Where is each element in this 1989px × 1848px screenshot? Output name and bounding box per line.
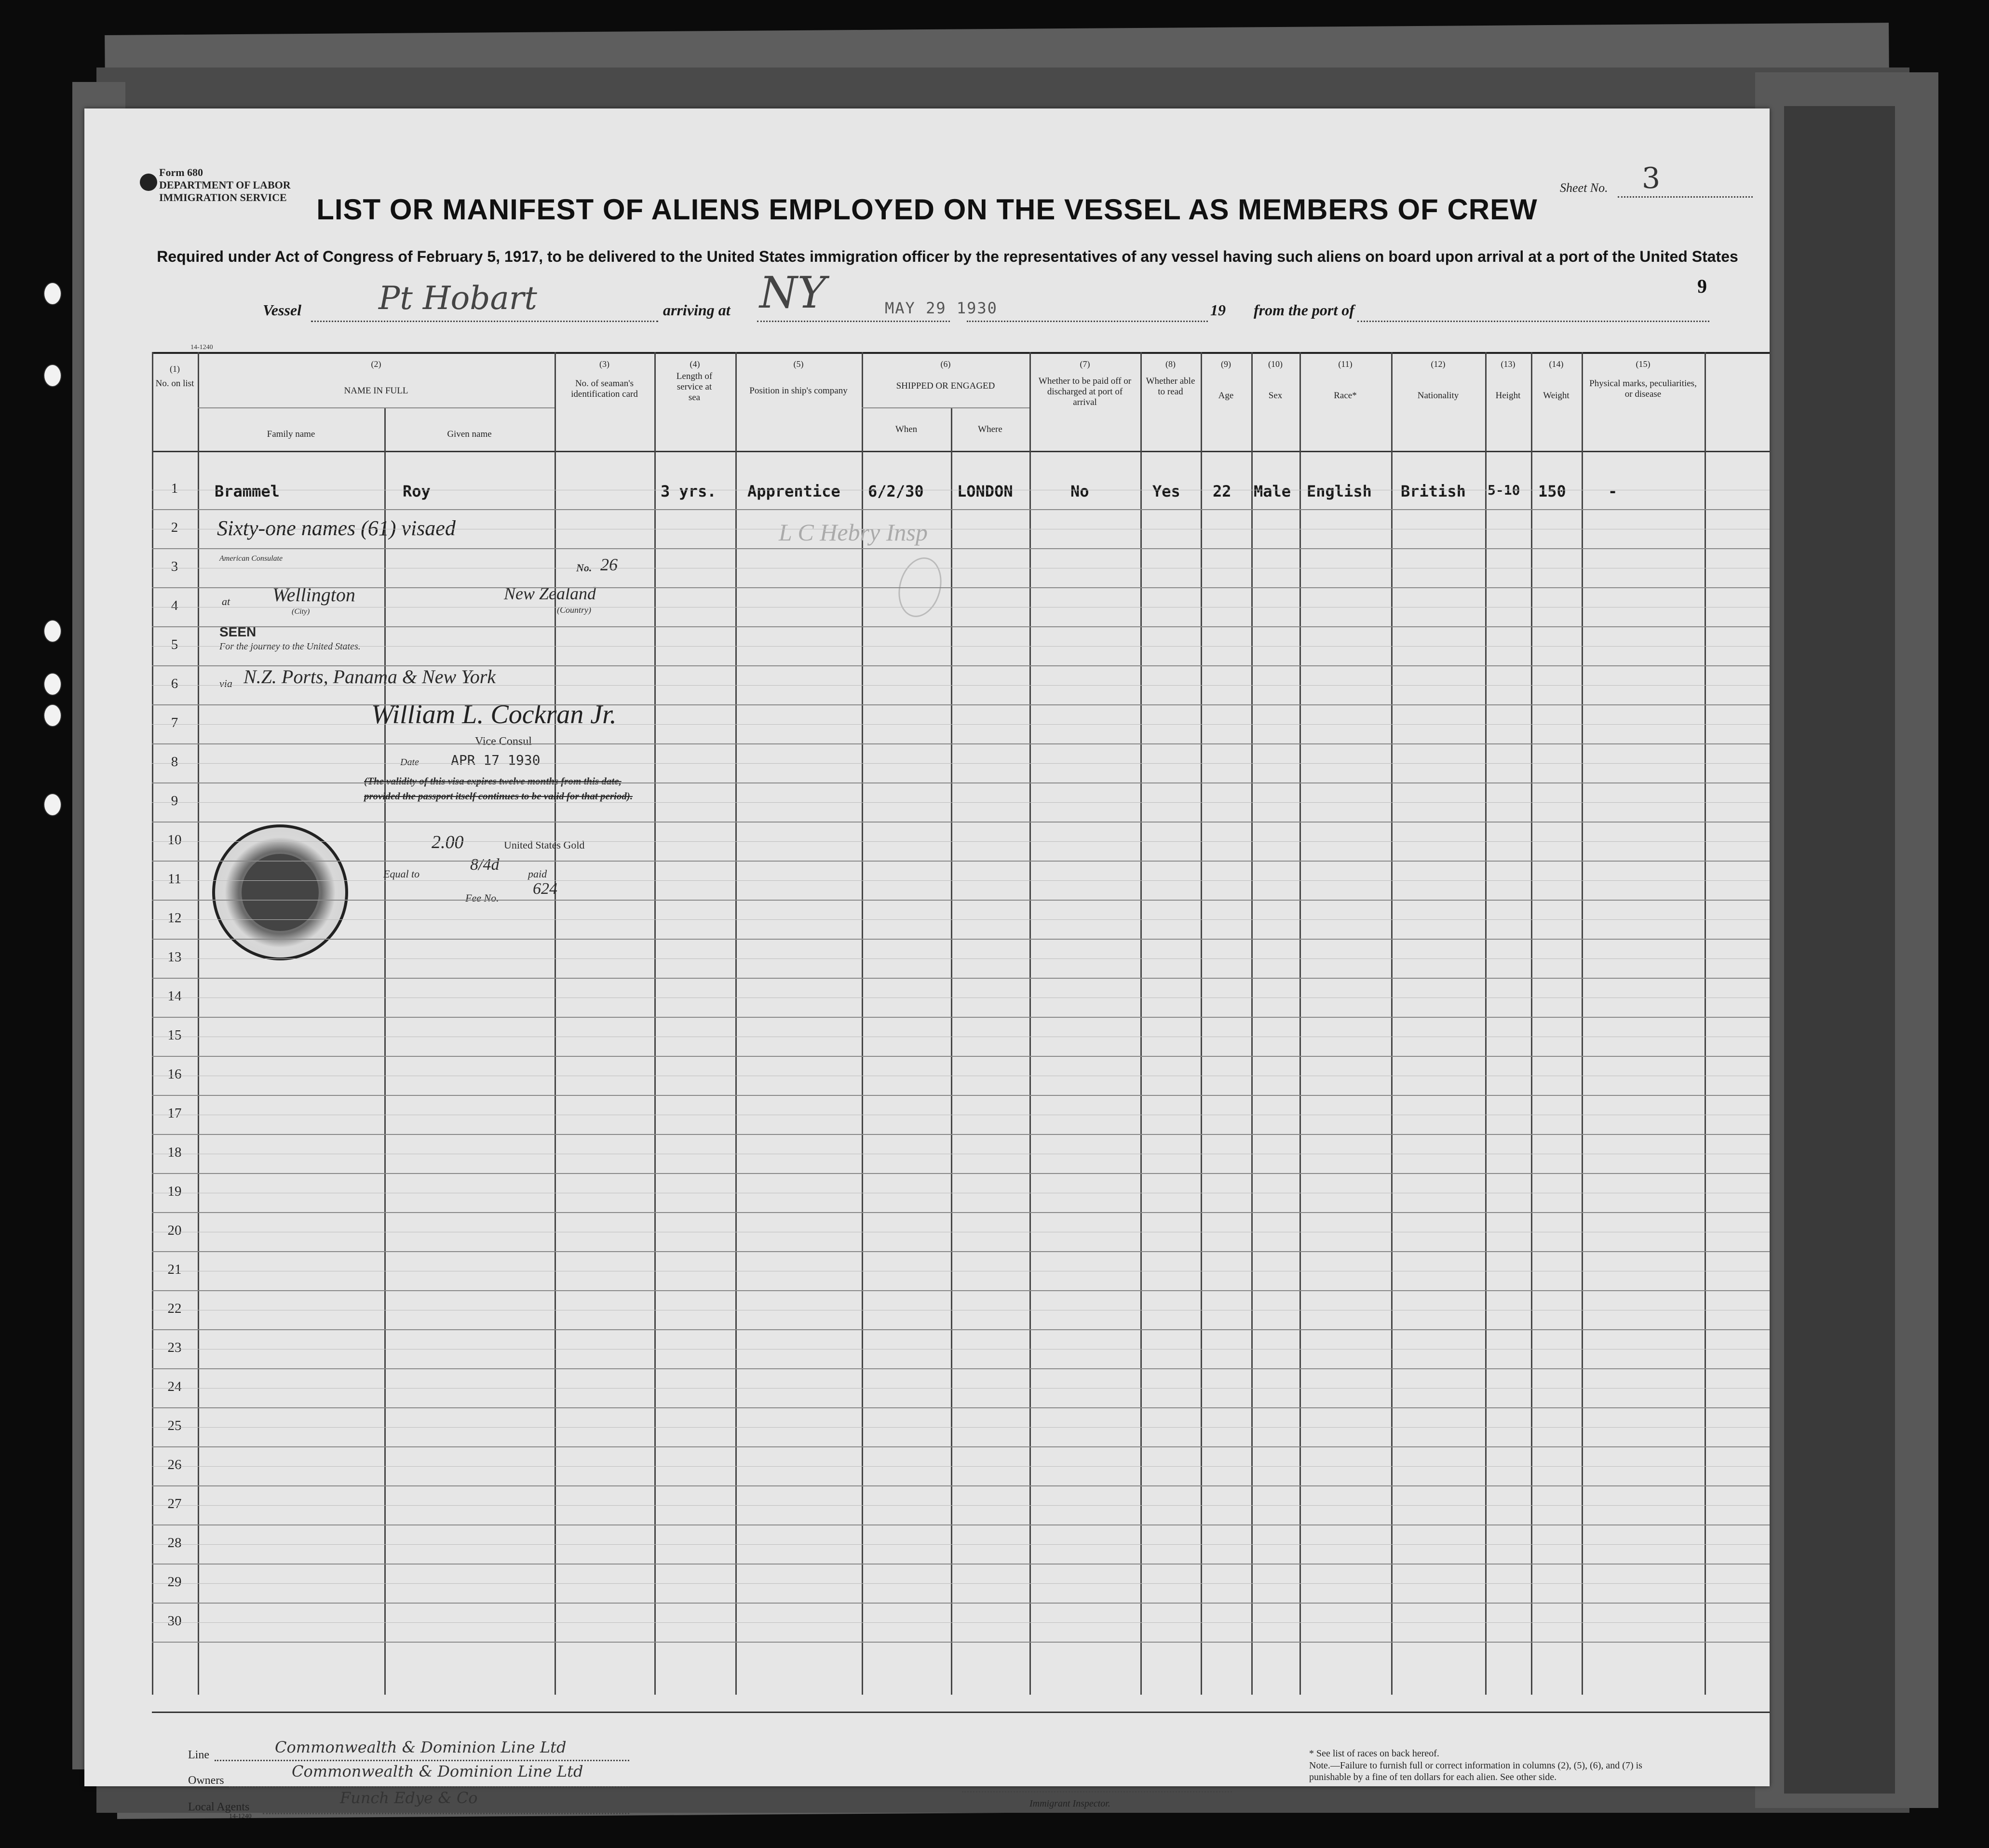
row-number: 4 — [171, 598, 178, 613]
row-1-weight: 150 — [1538, 482, 1566, 500]
row-guide-line — [152, 1388, 1770, 1389]
row-1-race: English — [1307, 482, 1372, 500]
row-1-shipped-where: LONDON — [957, 482, 1013, 500]
equal-to-label: Equal to — [383, 868, 420, 880]
background-sheet-edge — [1784, 106, 1895, 1794]
agents-value: Funch Edye & Co — [340, 1789, 478, 1807]
punch-hole — [43, 364, 62, 387]
row-1-nationality: British — [1401, 482, 1466, 500]
row-guide-line — [152, 646, 1770, 647]
row-number: 24 — [167, 1379, 182, 1394]
col-9-num: (9) — [1221, 359, 1231, 369]
col-line — [862, 352, 863, 1695]
col-14-header: Weight — [1543, 391, 1570, 401]
arriving-port: NY — [759, 268, 826, 318]
col-12-header: Nationality — [1417, 391, 1459, 401]
year-label: 19 — [1210, 301, 1226, 319]
document-subtitle: Required under Act of Congress of February 5, 1917, to be delivered to the United States immigration officer by the representatives of any vessel having such aliens on board upon arrival at a port of the United States — [157, 248, 1738, 265]
owners-underline — [229, 1786, 629, 1788]
visa-validity-text: (The validity of this visa expires twelve months from this date, provided the passport itself continues to be valid for that period). — [364, 775, 633, 802]
col-3-header: No. of seaman's identification card — [571, 378, 638, 399]
vice-consul-title: Vice Consul — [475, 735, 532, 748]
col-line — [152, 352, 153, 1695]
department-seal-icon — [140, 174, 157, 191]
row-guide-line — [152, 802, 1770, 803]
punch-hole — [43, 673, 62, 696]
row-number: 28 — [167, 1535, 182, 1551]
row-line — [152, 1564, 1770, 1565]
col-13-num: (13) — [1501, 359, 1515, 369]
col-line — [1582, 352, 1583, 1695]
col-8-num: (8) — [1165, 359, 1176, 369]
shipped-where-header: Where — [978, 424, 1002, 434]
col-line — [1485, 352, 1487, 1695]
row-line — [152, 665, 1770, 666]
row-guide-line — [152, 1544, 1770, 1545]
sheet-number-label: Sheet No. — [1560, 181, 1608, 195]
col-line — [1531, 352, 1532, 1695]
row-number: 25 — [167, 1418, 182, 1433]
via-route: N.Z. Ports, Panama & New York — [244, 666, 496, 688]
form-code: 14-1240 — [190, 344, 213, 351]
sheet-number-value: 3 — [1642, 162, 1661, 195]
row-line — [152, 704, 1770, 705]
col-13-header: Height — [1495, 391, 1521, 401]
row-line — [152, 1524, 1770, 1525]
row-number: 29 — [167, 1574, 182, 1590]
vessel-label: Vessel — [263, 301, 301, 319]
col-6-header: SHIPPED OR ENGAGED — [896, 381, 995, 391]
row-line — [152, 548, 1770, 549]
penalty-note: Note.—Failure to furnish full or correct information in columns (2), (5), (6), and (7) is punishable by a fine of ten dollars for each alien. See other side. — [1309, 1760, 1642, 1782]
row-line — [152, 1485, 1770, 1486]
col-line — [1391, 352, 1393, 1695]
col-2-header: NAME IN FULL — [344, 386, 408, 396]
row-1-able-to-read: Yes — [1152, 482, 1180, 500]
row-line — [152, 782, 1770, 783]
row-1-shipped-when: 6/2/30 — [868, 482, 924, 500]
col-11-num: (11) — [1338, 359, 1353, 369]
row-guide-line — [152, 763, 1770, 764]
manifest-sheet — [84, 108, 1770, 1820]
row-number: 6 — [171, 676, 178, 691]
consul-signature: William L. Cockran Jr. — [371, 700, 617, 729]
row-1-position: Apprentice — [747, 482, 840, 500]
row-line — [152, 1290, 1770, 1291]
col-5-header: Position in ship's company — [749, 386, 848, 396]
subheader-line — [862, 407, 1029, 408]
family-name-header: Family name — [267, 429, 315, 439]
col-9-header: Age — [1218, 391, 1234, 401]
row-line — [152, 861, 1770, 862]
row-1-height: 5-10 — [1488, 482, 1520, 498]
visa-country: New Zealand — [504, 584, 596, 603]
row-line — [152, 978, 1770, 979]
punch-hole — [43, 620, 62, 643]
city-caption: (City) — [292, 607, 310, 616]
at-label: at — [222, 595, 230, 607]
row-number: 17 — [167, 1106, 182, 1121]
col-5-num: (5) — [793, 359, 804, 369]
row-line — [152, 743, 1770, 744]
agents-underline — [263, 1813, 629, 1814]
col-3-num: (3) — [599, 359, 609, 369]
row-line — [152, 509, 1770, 510]
country-caption: (Country) — [557, 605, 591, 615]
row-number: 10 — [167, 832, 182, 848]
col-11-header: Race* — [1334, 391, 1357, 401]
punch-hole — [43, 793, 62, 816]
footer-code: 14-1240 — [229, 1813, 252, 1820]
row-1-family-name: Brammel — [215, 482, 280, 500]
row-number: 14 — [167, 988, 182, 1004]
journey-text: For the journey to the United States. — [219, 641, 361, 652]
header-divider — [152, 451, 1770, 452]
line-value: Commonwealth & Dominion Line Ltd — [275, 1738, 567, 1756]
row-line — [152, 1173, 1770, 1174]
row-number: 15 — [167, 1027, 182, 1043]
row-line — [152, 1017, 1770, 1018]
arrival-date-stamp: MAY 29 1930 — [885, 299, 998, 317]
row-number: 8 — [171, 754, 178, 769]
row-number: 26 — [167, 1457, 182, 1472]
row-1-given-name: Roy — [403, 482, 431, 500]
row-1-age: 22 — [1213, 482, 1231, 500]
row-guide-line — [152, 724, 1770, 725]
fee-number-label: Fee No. — [465, 892, 499, 904]
row-line — [152, 1056, 1770, 1057]
service-name: IMMIGRATION SERVICE — [159, 191, 287, 203]
col-1-num: (1) — [170, 364, 180, 374]
line-label: Line — [188, 1749, 209, 1761]
row-guide-line — [152, 958, 1770, 959]
row-line — [152, 1212, 1770, 1213]
paid-label: paid — [528, 868, 547, 880]
col-6-num: (6) — [940, 359, 951, 369]
row-1-service-length: 3 yrs. — [661, 482, 717, 500]
row-line — [152, 1368, 1770, 1369]
page-mark: 9 — [1697, 275, 1707, 297]
shipped-when-header: When — [895, 424, 918, 434]
visa-date-value: APR 17 1930 — [451, 752, 541, 768]
col-1-header: No. on list — [155, 378, 194, 389]
row-guide-line — [152, 1427, 1770, 1428]
form-number: Form 680 — [159, 166, 203, 178]
row-line — [152, 1642, 1770, 1643]
row-guide-line — [152, 1622, 1770, 1623]
col-4-header: Length of service at sea — [676, 371, 713, 403]
document-title: LIST OR MANIFEST OF ALIENS EMPLOYED ON THE VESSEL AS MEMBERS OF CREW — [316, 193, 1538, 226]
col-7-header: Whether to be paid off or discharged at port of arrival — [1038, 376, 1132, 407]
owners-label: Owners — [188, 1774, 224, 1787]
inspector-line — [962, 1791, 1232, 1793]
owners-value: Commonwealth & Dominion Line Ltd — [292, 1762, 583, 1781]
via-label: via — [219, 677, 232, 689]
consulate-label: American Consulate — [219, 554, 283, 563]
row-1-paid-off: No — [1070, 482, 1089, 500]
col-10-header: Sex — [1268, 391, 1283, 401]
row-number: 12 — [167, 910, 182, 926]
date-line — [967, 321, 1208, 322]
row-number: 16 — [167, 1066, 182, 1082]
row-number: 7 — [171, 715, 178, 730]
col-line — [654, 352, 656, 1695]
crew-table — [152, 352, 1770, 1697]
row-number: 18 — [167, 1145, 182, 1160]
row-guide-line — [152, 1583, 1770, 1584]
col-line — [1140, 352, 1142, 1695]
footer-divider — [152, 1712, 1770, 1713]
col-line — [1299, 352, 1301, 1695]
row-number: 9 — [171, 793, 178, 809]
col-8-header: Whether able to read — [1146, 376, 1195, 397]
col-line — [198, 352, 199, 1695]
col-line — [1705, 352, 1706, 1695]
col-4-num: (4) — [690, 359, 700, 369]
row-number: 30 — [167, 1613, 182, 1629]
row-number: 27 — [167, 1496, 182, 1511]
row-guide-line — [152, 841, 1770, 842]
col-12-num: (12) — [1431, 359, 1446, 369]
row-number: 3 — [171, 559, 178, 574]
vessel-line — [311, 321, 658, 322]
seen-stamp: SEEN — [219, 624, 257, 639]
row-line — [152, 1603, 1770, 1604]
col-line — [555, 352, 556, 1695]
row-line — [152, 1251, 1770, 1252]
row-line — [152, 900, 1770, 901]
row-number: 5 — [171, 637, 178, 652]
row-line — [152, 1446, 1770, 1447]
line-underline — [215, 1760, 629, 1761]
from-port-line — [1357, 321, 1709, 322]
fee-amount: 2.00 — [432, 832, 464, 852]
col-10-num: (10) — [1268, 359, 1283, 369]
subheader-line — [198, 407, 555, 408]
col-2-num: (2) — [371, 359, 381, 369]
row-1-sex: Male — [1254, 482, 1291, 500]
row-line — [152, 1134, 1770, 1135]
row-guide-line — [152, 1466, 1770, 1467]
row-line — [152, 939, 1770, 940]
row-guide-line — [152, 685, 1770, 686]
col-line — [735, 352, 737, 1695]
row-number: 19 — [167, 1184, 182, 1199]
row-guide-line — [152, 1505, 1770, 1506]
punch-hole — [43, 282, 62, 305]
row-line — [152, 1329, 1770, 1330]
col-14-num: (14) — [1549, 359, 1564, 369]
row-number: 21 — [167, 1262, 182, 1277]
col-line — [1251, 352, 1253, 1695]
visa-city: Wellington — [272, 584, 355, 606]
row-number: 13 — [167, 949, 182, 965]
row-line — [152, 587, 1770, 588]
col-15-header: Physical marks, peculiarities, or disease — [1589, 378, 1697, 399]
col-7-num: (7) — [1080, 359, 1090, 369]
row-guide-line — [152, 880, 1770, 881]
row-line — [152, 1407, 1770, 1408]
arriving-line — [757, 321, 950, 322]
row-number: 1 — [171, 481, 178, 496]
row-line — [152, 626, 1770, 627]
fee-number-value: 624 — [533, 880, 557, 898]
row-line — [152, 822, 1770, 823]
from-port-label: from the port of — [1254, 301, 1354, 319]
visa-number-value: 26 — [600, 555, 618, 574]
visa-date-label: Date — [400, 757, 419, 768]
equal-to-value: 8/4d — [470, 856, 500, 874]
row-line — [152, 1095, 1770, 1096]
agents-label: Local Agents — [188, 1801, 250, 1813]
row-number: 11 — [168, 871, 181, 887]
row-1-physical-marks: - — [1608, 482, 1618, 500]
inspector-label: Immigrant Inspector. — [1029, 1798, 1110, 1809]
consulate-seal-icon — [212, 824, 348, 960]
row-number: 23 — [167, 1340, 182, 1355]
inspector-initials: L C Hebry Insp — [779, 519, 928, 546]
row-number: 22 — [167, 1301, 182, 1316]
visa-number-label: No. — [576, 562, 592, 574]
arriving-label: arriving at — [663, 301, 731, 319]
col-line — [1201, 352, 1202, 1695]
given-name-header: Given name — [447, 429, 492, 439]
vessel-name: Pt Hobart — [379, 280, 537, 317]
row-number: 2 — [171, 520, 178, 535]
visaed-count-note: Sixty-one names (61) visaed — [217, 516, 456, 540]
race-note: * See list of races on back hereof. — [1309, 1748, 1439, 1759]
col-15-num: (15) — [1636, 359, 1651, 369]
punch-hole — [43, 704, 62, 727]
row-number: 20 — [167, 1223, 182, 1238]
department-name: DEPARTMENT OF LABOR — [159, 179, 291, 191]
fee-currency: United States Gold — [504, 839, 585, 851]
col-line — [384, 407, 386, 1695]
col-line — [951, 407, 952, 1695]
row-guide-line — [152, 919, 1770, 920]
col-line — [1029, 352, 1031, 1695]
